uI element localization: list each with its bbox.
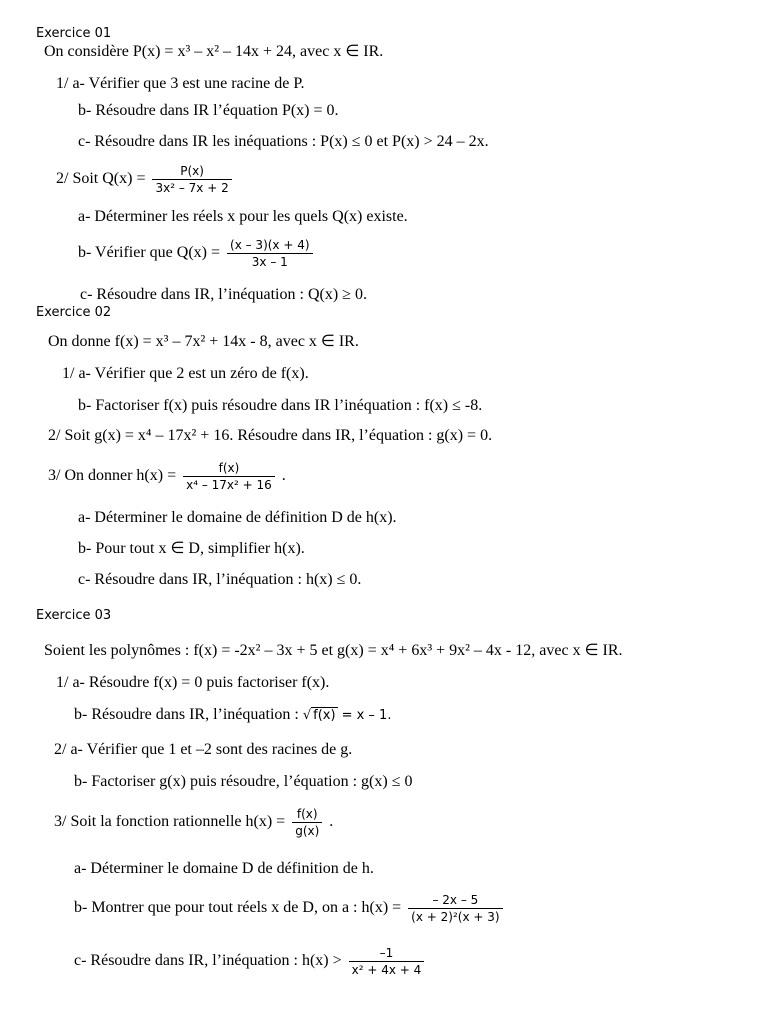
ex3-question-1a: 1/ a- Résoudre f(x) = 0 puis factoriser f(x). xyxy=(56,674,330,691)
ex2-question-3a: a- Déterminer le domaine de définition D de h(x). xyxy=(78,509,397,526)
ex2-question-1a: 1/ a- Vérifier que 2 est un zéro de f(x). xyxy=(62,365,309,382)
ex2-question-3c: c- Résoudre dans IR, l’inéquation : h(x) ≤ 0. xyxy=(78,571,362,588)
fraction-numerator: f(x) xyxy=(218,461,240,475)
ex3-q3c-fraction xyxy=(349,946,425,977)
ex1-q2-prefix: 2/ Soit Q(x) = xyxy=(56,170,146,188)
square-root xyxy=(303,707,338,723)
ex2-question-1b: b- Factoriser f(x) puis résoudre dans IR l’inéquation : f(x) ≤ -8. xyxy=(78,397,483,414)
exercise-1-title: Exercice 01 xyxy=(36,26,112,41)
ex1-question-2c: c- Résoudre dans IR, l’inéquation : Q(x) ≥ 0. xyxy=(80,286,367,303)
ex3-q1b-prefix: b- Résoudre dans IR, l’inéquation : xyxy=(74,706,299,723)
ex2-q3-prefix: 3/ On donner h(x) = xyxy=(48,467,177,485)
fraction-denominator: x⁴ – 17x² + 16 xyxy=(183,476,275,492)
fraction-numerator: f(x) xyxy=(296,807,318,821)
fraction-numerator: –1 xyxy=(379,946,394,960)
ex3-q3b-prefix: b- Montrer que pour tout réels x de D, on a : h(x) = xyxy=(74,899,402,917)
exercise-3-title: Exercice 03 xyxy=(36,608,112,623)
fraction-denominator: (x + 2)²(x + 3) xyxy=(408,908,502,924)
ex3-q3-suffix: . xyxy=(329,813,334,831)
ex3-question-3b xyxy=(74,893,506,924)
ex1-question-1c: c- Résoudre dans IR les inéquations : P(x) ≤ 0 et P(x) > 24 – 2x. xyxy=(78,133,489,150)
fraction-numerator: – 2x – 5 xyxy=(432,893,479,907)
fraction-numerator: P(x) xyxy=(180,164,204,178)
ex1-question-1b: b- Résoudre dans IR l’équation P(x) = 0. xyxy=(78,102,339,119)
ex3-q1b-rest: = x – 1. xyxy=(341,708,392,723)
ex2-q3-fraction xyxy=(183,461,275,492)
ex3-q3b-fraction xyxy=(408,893,502,924)
exercise-3-intro: Soient les polynômes : f(x) = -2x² – 3x + 5 et g(x) = x⁴ + 6x³ + 9x² – 4x - 12, avec x ∈ IR. xyxy=(44,642,623,659)
ex2-q3-suffix: . xyxy=(281,467,286,485)
sqrt-radicand: f(x) xyxy=(313,708,336,723)
ex3-question-3c xyxy=(74,946,427,977)
ex2-question-3 xyxy=(48,461,286,492)
ex3-question-2a: 2/ a- Vérifier que 1 et –2 sont des racines de g. xyxy=(54,741,353,758)
exercise-2-intro: On donne f(x) = x³ – 7x² + 14x - 8, avec x ∈ IR. xyxy=(48,333,359,350)
ex3-q3-prefix: 3/ Soit la fonction rationnelle h(x) = xyxy=(54,813,286,831)
ex1-q2b-prefix: b- Vérifier que Q(x) = xyxy=(78,244,221,262)
ex1-question-2a: a- Déterminer les réels x pour les quels Q(x) existe. xyxy=(78,208,408,225)
ex2-question-3b: b- Pour tout x ∈ D, simplifier h(x). xyxy=(78,540,305,557)
fraction-denominator: 3x – 1 xyxy=(227,253,313,269)
fraction-denominator: g(x) xyxy=(292,822,322,838)
exercise-2-title: Exercice 02 xyxy=(36,305,112,320)
ex3-q3c-prefix: c- Résoudre dans IR, l’inéquation : h(x) > xyxy=(74,952,342,970)
fraction-denominator: 3x² – 7x + 2 xyxy=(152,179,231,195)
ex3-question-1b xyxy=(74,705,391,726)
ex2-question-2: 2/ Soit g(x) = x⁴ – 17x² + 16. Résoudre dans IR, l’équation : g(x) = 0. xyxy=(48,427,493,444)
ex1-question-2b xyxy=(78,238,316,269)
ex1-question-2 xyxy=(56,164,235,195)
ex3-question-3a: a- Déterminer le domaine D de définition de h. xyxy=(74,860,374,877)
ex3-question-3 xyxy=(54,807,333,838)
ex1-q2-fraction xyxy=(152,164,231,195)
ex3-question-2b: b- Factoriser g(x) puis résoudre, l’équation : g(x) ≤ 0 xyxy=(74,773,413,790)
ex3-q3-fraction xyxy=(292,807,322,838)
sqrt-symbol: √ xyxy=(302,708,312,723)
exercise-1-intro: On considère P(x) = x³ – x² – 14x + 24, avec x ∈ IR. xyxy=(44,43,384,60)
ex1-question-1a: 1/ a- Vérifier que 3 est une racine de P. xyxy=(56,75,305,92)
ex1-q2b-fraction xyxy=(227,238,313,269)
fraction-denominator: x² + 4x + 4 xyxy=(349,961,425,977)
fraction-numerator: (x – 3)(x + 4) xyxy=(230,238,310,252)
